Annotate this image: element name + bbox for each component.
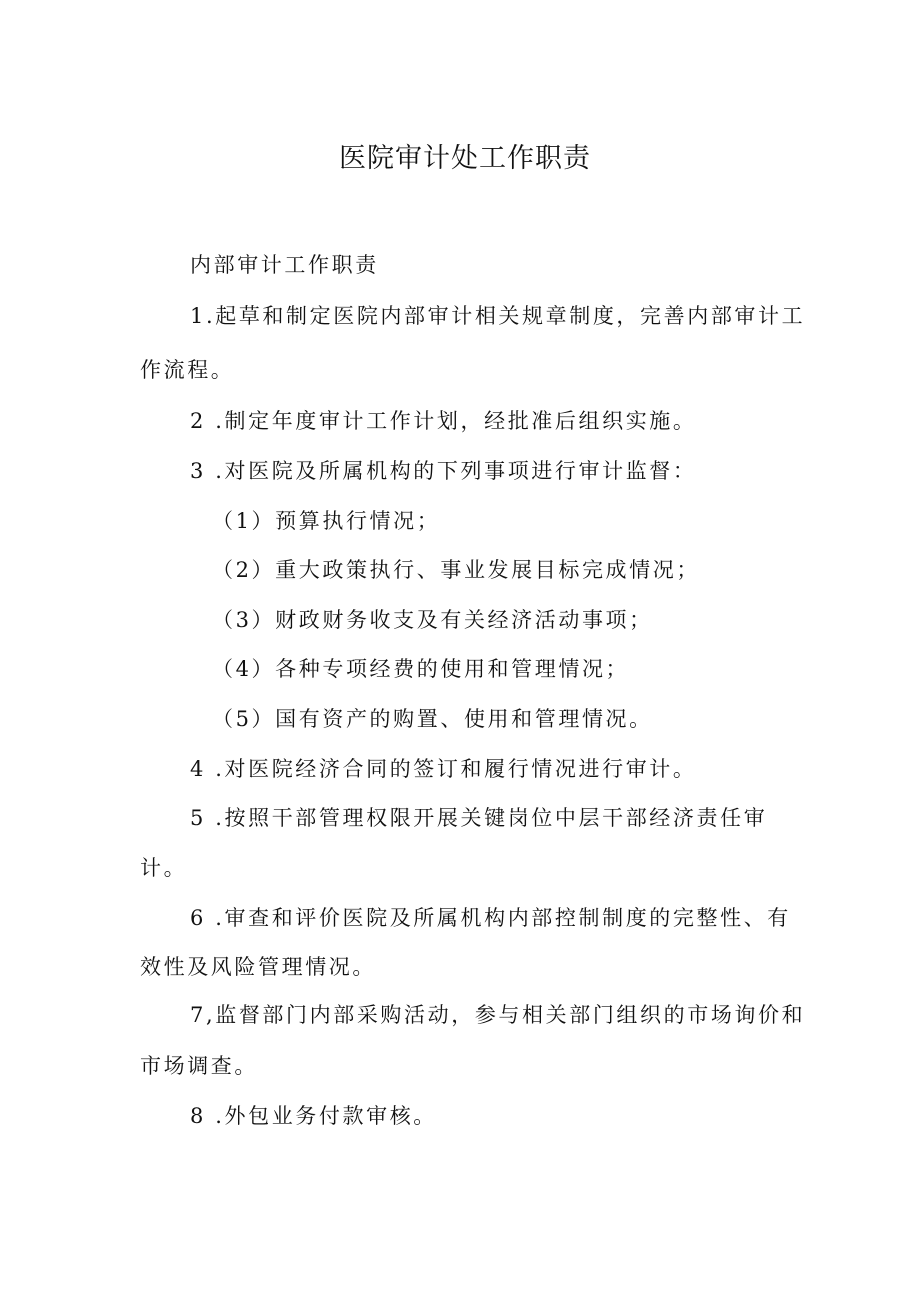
sub-item-3: （3）财政财务收支及有关经济活动事项； bbox=[212, 608, 653, 632]
item-3: 3 .对医院及所属机构的下列事项进行审计监督： bbox=[190, 459, 697, 483]
item-7-line-2: 市场调查。 bbox=[140, 1054, 258, 1078]
item-6-line-1: 6 .审查和评价医院及所属机构内部控制制度的完整性、有 bbox=[190, 906, 791, 930]
sub-item-2: （2）重大政策执行、事业发展目标完成情况； bbox=[212, 558, 700, 582]
item-1-line-2: 作流程。 bbox=[140, 358, 235, 382]
item-5-line-1: 5 .按照干部管理权限开展关键岗位中层干部经济责任审 bbox=[190, 806, 768, 830]
item-2: 2 .制定年度审计工作计划，经批准后组织实施。 bbox=[190, 409, 697, 433]
section-heading: 内部审计工作职责 bbox=[190, 253, 379, 277]
item-5-line-2: 计。 bbox=[140, 856, 188, 880]
document-title: 医院审计处工作职责 bbox=[339, 143, 591, 174]
sub-item-4: （4）各种专项经费的使用和管理情况； bbox=[212, 657, 630, 681]
item-1-line-1: 1.起草和制定医院内部审计相关规章制度，完善内部审计工 bbox=[190, 304, 806, 328]
item-6-line-2: 效性及风险管理情况。 bbox=[140, 955, 376, 979]
item-7-line-1: 7,监督部门内部采购活动，参与相关部门组织的市场询价和 bbox=[190, 1003, 806, 1027]
sub-item-5: （5）国有资产的购置、使用和管理情况。 bbox=[212, 707, 653, 731]
item-8: 8 .外包业务付款审核。 bbox=[190, 1104, 437, 1128]
sub-item-1: （1）预算执行情况； bbox=[212, 509, 441, 533]
item-4: 4 .对医院经济合同的签订和履行情况进行审计。 bbox=[190, 757, 697, 781]
